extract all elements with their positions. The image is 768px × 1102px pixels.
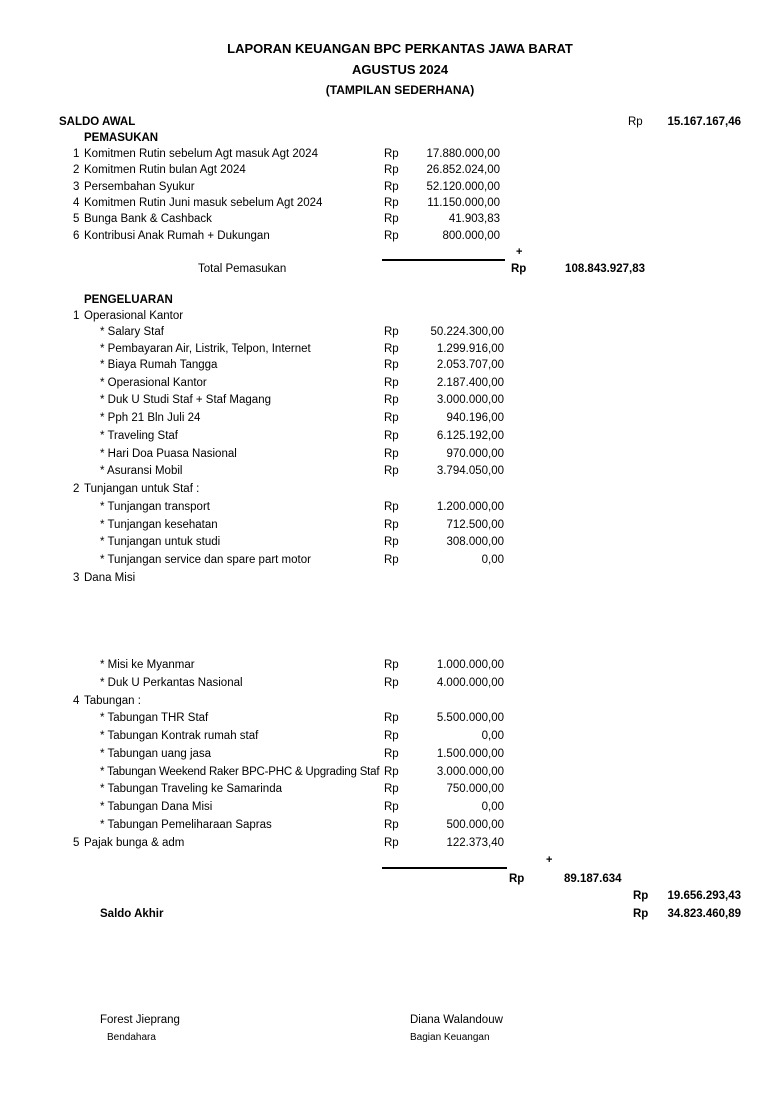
- expense-currency: Rp: [384, 326, 399, 338]
- expense-amount: 0,00: [481, 554, 504, 566]
- pemasukan-label: Komitmen Rutin sebelum Agt masuk Agt 2024: [84, 148, 318, 160]
- pemasukan-amount: 52.120.000,00: [426, 181, 500, 193]
- pemasukan-currency: Rp: [384, 181, 399, 193]
- saldo-akhir-currency: Rp: [633, 908, 649, 920]
- total-pemasukan-currency: Rp: [511, 263, 527, 275]
- report-title: LAPORAN KEUANGAN BPC PERKANTAS JAWA BARAT: [227, 41, 573, 56]
- expense-currency: Rp: [384, 766, 399, 778]
- expense-label: * Tabungan Pemeliharaan Sapras: [100, 819, 272, 831]
- signer-name: Diana Walandouw: [410, 1014, 503, 1026]
- pemasukan-label: Komitmen Rutin Juni masuk sebelum Agt 2024: [84, 197, 323, 209]
- pemasukan-label: Persembahan Syukur: [84, 181, 195, 193]
- pemasukan-label: Komitmen Rutin bulan Agt 2024: [84, 164, 246, 176]
- saldo-awal-currency: Rp: [628, 116, 643, 128]
- expense-currency: Rp: [384, 448, 399, 460]
- expense-amount: 750.000,00: [446, 783, 504, 795]
- expense-currency: Rp: [384, 359, 399, 371]
- saldo-awal-amount: 15.167.167,46: [667, 116, 741, 128]
- expense-amount: 940.196,00: [446, 412, 504, 424]
- signer-name: Forest Jieprang: [100, 1014, 180, 1026]
- group-no: 2: [73, 483, 80, 495]
- expense-label: * Tabungan Kontrak rumah staf: [100, 730, 259, 742]
- total-pengeluaran-currency: Rp: [509, 873, 525, 885]
- pemasukan-no: 3: [73, 181, 80, 193]
- pemasukan-amount: 800.000,00: [442, 230, 500, 242]
- expense-amount: 3.000.000,00: [436, 766, 504, 778]
- pemasukan-currency: Rp: [384, 197, 399, 209]
- expense-amount: 2.187.400,00: [436, 377, 504, 389]
- report-mode: (TAMPILAN SEDERHANA): [325, 83, 475, 97]
- pemasukan-no: 6: [73, 230, 80, 242]
- pemasukan-heading: PEMASUKAN: [84, 132, 159, 144]
- selisih-amount: 19.656.293,43: [667, 890, 741, 902]
- expense-label: * Tunjangan untuk studi: [100, 536, 221, 548]
- expense-amount: 308.000,00: [446, 536, 504, 548]
- group-no: 3: [73, 572, 80, 584]
- expense-label: * Duk U Studi Staf + Staf Magang: [100, 394, 271, 406]
- group-no: 4: [73, 695, 80, 707]
- expense-amount: 0,00: [481, 730, 504, 742]
- pemasukan-amount: 11.150.000,00: [427, 197, 500, 209]
- sum-rule: [382, 867, 507, 869]
- pemasukan-currency: Rp: [384, 164, 399, 176]
- signer-role: Bendahara: [107, 1032, 156, 1043]
- expense-amount: 1.500.000,00: [436, 748, 504, 760]
- expense-currency: Rp: [384, 519, 399, 531]
- expense-label: * Operasional Kantor: [100, 377, 207, 389]
- expense-currency: Rp: [384, 343, 399, 355]
- expense-amount: 122.373,40: [446, 837, 504, 849]
- expense-label: * Asuransi Mobil: [100, 465, 183, 477]
- expense-amount: 970.000,00: [446, 448, 504, 460]
- report-period: AGUSTUS 2024: [351, 62, 449, 77]
- expense-label: * Tunjangan kesehatan: [100, 519, 218, 531]
- expense-currency: Rp: [384, 837, 399, 849]
- pemasukan-label: Bunga Bank & Cashback: [84, 213, 212, 225]
- expense-label: * Tunjangan transport: [100, 501, 210, 513]
- pemasukan-no: 1: [73, 148, 80, 160]
- expense-amount: 3.000.000,00: [436, 394, 504, 406]
- saldo-akhir-label: Saldo Akhir: [100, 908, 164, 920]
- pemasukan-no: 4: [73, 197, 80, 209]
- group-label: Dana Misi: [84, 572, 136, 584]
- pemasukan-currency: Rp: [384, 213, 399, 225]
- group-label: Pajak bunga & adm: [84, 837, 185, 849]
- expense-currency: Rp: [384, 748, 399, 760]
- expense-currency: Rp: [384, 712, 399, 724]
- total-pengeluaran-amount: 89.187.634: [564, 873, 622, 885]
- expense-label: * Tabungan Weekend Raker BPC-PHC & Upgrading Staf: [100, 766, 380, 778]
- expense-amount: 50.224.300,00: [430, 326, 504, 338]
- expense-amount: 2.053.707,00: [436, 359, 504, 371]
- expense-currency: Rp: [384, 730, 399, 742]
- saldo-akhir-amount: 34.823.460,89: [667, 908, 741, 920]
- group-no: 5: [73, 837, 80, 849]
- expense-label: * Hari Doa Puasa Nasional: [100, 448, 237, 460]
- total-pemasukan-label: Total Pemasukan: [198, 263, 287, 275]
- expense-amount: 712.500,00: [446, 519, 504, 531]
- pemasukan-no: 5: [73, 213, 80, 225]
- pemasukan-no: 2: [73, 164, 80, 176]
- expense-label: * Tabungan Dana Misi: [100, 801, 213, 813]
- total-pemasukan-amount: 108.843.927,83: [565, 263, 645, 275]
- expense-label: * Tabungan uang jasa: [100, 748, 212, 760]
- expense-amount: 4.000.000,00: [436, 677, 504, 689]
- pemasukan-amount: 17.880.000,00: [426, 148, 500, 160]
- expense-currency: Rp: [384, 536, 399, 548]
- expense-currency: Rp: [384, 430, 399, 442]
- group-label: Operasional Kantor: [84, 310, 184, 322]
- expense-currency: Rp: [384, 783, 399, 795]
- expense-label: * Salary Staf: [100, 326, 164, 338]
- expense-amount: 6.125.192,00: [436, 430, 504, 442]
- expense-label: * Misi ke Myanmar: [100, 659, 195, 671]
- expense-label: * Biaya Rumah Tangga: [100, 359, 218, 371]
- expense-amount: 3.794.050,00: [436, 465, 504, 477]
- saldo-awal-label: SALDO AWAL: [59, 116, 136, 128]
- group-label: Tabungan :: [84, 695, 141, 707]
- expense-amount: 500.000,00: [446, 819, 504, 831]
- expense-label: * Tunjangan service dan spare part motor: [100, 554, 311, 566]
- expense-currency: Rp: [384, 377, 399, 389]
- pemasukan-currency: Rp: [384, 230, 399, 242]
- expense-currency: Rp: [384, 501, 399, 513]
- group-label: Tunjangan untuk Staf :: [84, 483, 200, 495]
- expense-amount: 1.200.000,00: [436, 501, 504, 513]
- pengeluaran-heading: PENGELUARAN: [84, 294, 173, 306]
- group-no: 1: [73, 310, 80, 322]
- expense-amount: 1.299.916,00: [436, 343, 504, 355]
- expense-currency: Rp: [384, 412, 399, 424]
- selisih-currency: Rp: [633, 890, 649, 902]
- expense-currency: Rp: [384, 394, 399, 406]
- expense-currency: Rp: [384, 819, 399, 831]
- pemasukan-label: Kontribusi Anak Rumah + Dukungan: [84, 230, 270, 242]
- expense-currency: Rp: [384, 465, 399, 477]
- expense-currency: Rp: [384, 659, 399, 671]
- expense-amount: 0,00: [481, 801, 504, 813]
- expense-currency: Rp: [384, 801, 399, 813]
- expense-label: * Tabungan THR Staf: [100, 712, 209, 724]
- expense-label: * Traveling Staf: [100, 430, 178, 442]
- pemasukan-currency: Rp: [384, 148, 399, 160]
- pemasukan-amount: 41.903,83: [448, 213, 500, 225]
- expense-label: * Pembayaran Air, Listrik, Telpon, Internet: [100, 343, 311, 355]
- expense-amount: 5.500.000,00: [436, 712, 504, 724]
- signer-role: Bagian Keuangan: [410, 1032, 490, 1043]
- expense-currency: Rp: [384, 677, 399, 689]
- pemasukan-amount: 26.852.024,00: [426, 164, 500, 176]
- expense-currency: Rp: [384, 554, 399, 566]
- expense-label: * Duk U Perkantas Nasional: [100, 677, 243, 689]
- sum-rule: [382, 259, 505, 261]
- expense-label: * Pph 21 Bln Juli 24: [100, 412, 201, 424]
- plus-sign: +: [546, 854, 553, 866]
- expense-amount: 1.000.000,00: [436, 659, 504, 671]
- expense-label: * Tabungan Traveling ke Samarinda: [100, 783, 282, 795]
- plus-sign: +: [516, 246, 523, 258]
